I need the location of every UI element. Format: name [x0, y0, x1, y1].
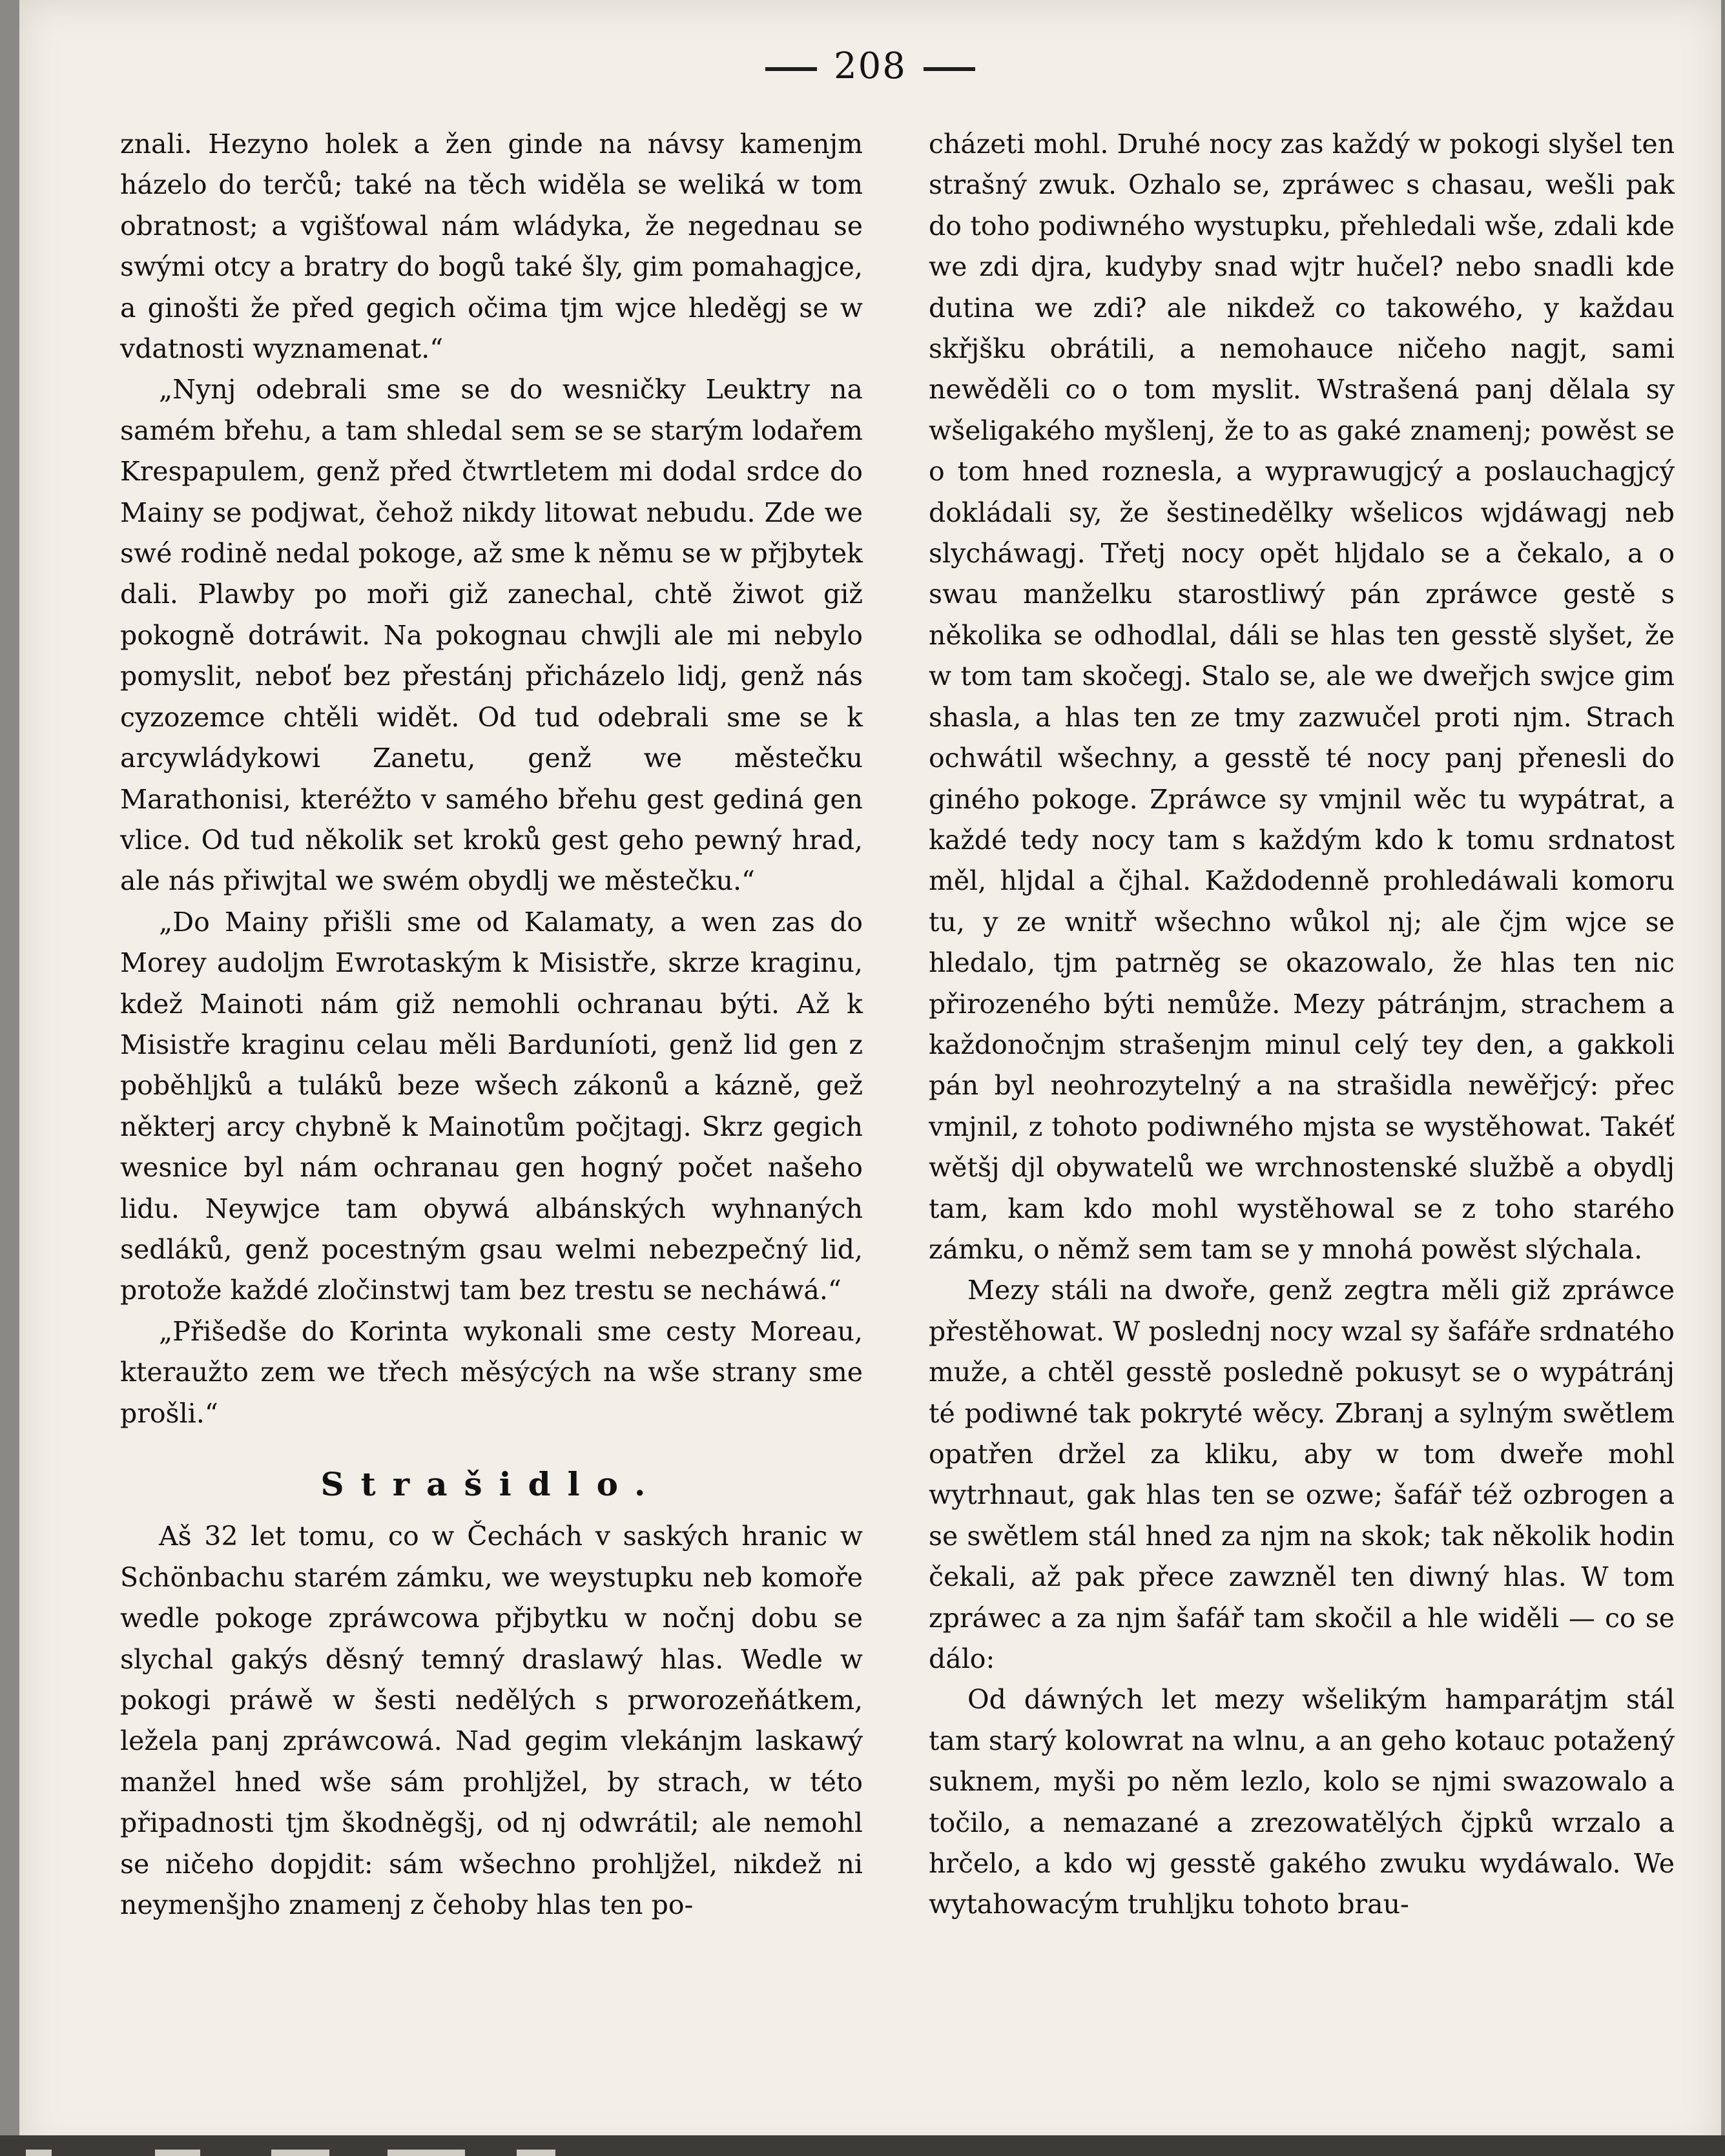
paragraph: „Do Mainy přišli sme od Kalamaty, a wen zas do Morey audoljm Ewrotaským k Misistře, skrze kraginu, kdež Mainoti nám giž nemohli ochranau býti. Až k Misistře kraginu celau měli Barduníoti, genž lid gen z poběhljků a tuláků beze wšech zákonů a kázně, gež některj arcy chybně k Mainotům počjtagj. Skrz gegich wesnice byl nám ochranau gen hogný počet našeho lidu. Neywjce tam obywá albánských wyhnaných sedláků, genž pocestným gsau welmi nebezpečný lid, protože každé zločinstwj tam bez trestu se necháwá.“: [120, 906, 863, 1306]
scan-bottom-marks: [26, 2135, 1705, 2156]
paragraph: cházeti mohl. Druhé nocy zas každý w pokogi slyšel ten strašný zwuk. Ozhalo se, zpráwec s chasau, wešli pak do toho podiwného wystupku, přehledali wše, zdali kde we zdi djra, kudyby snad wjtr hučel? nebo snadli kde dutina we zdi? ale nikdež co takowého, y každau skřjšku obrátili, a nemohauce ničeho nagjt, sami newěděli co o tom myslit. Wstrašená panj dělala sy wšeligakého myšlenj, že to as gaké znamenj; powěst se o tom hned roznesla, a wyprawugjcý a poslauchagjcý dokládali sy, že šestinedělky wšelicos wjdáwagj neb slycháwagj. Třetj nocy opět hljdalo se a čekalo, a o swau manželku starostliwý pán zpráwce gestě s několika se odhodlal, dáli se hlas ten gesstě slyšet, že w tom tam skočegj. Stalo se, ale we dweřjch swjce gim shasla, a hlas ten ze tmy zazwučel proti njm. Strach ochwátil wšechny, a gesstě té nocy panj přenesli do giného pokoge. Zpráwce sy vmjnil wěc tu wypátrat, a každé tedy nocy tam s každým kdo k tomu srdnatost měl, hljdal a čjhal. Každodenně prohledáwali komoru tu, y ze wnitř wšechno wůkol nj; ale čjm wjce se hledalo, tjm patrněg se okazowalo, že hlas ten nic přirozeného býti nemůže. Mezy pátránjm, strachem a každonočnjm strašenjm minul celý tey den, a gakkoli pán byl neohrozytelný a na strašidla newěřjcý: přec vmjnil, z tohoto podiwného mjsta se wystěhowat. Takéť wětšj djl obywatelů we wrchnostenské službě a obydlj tam, kam kdo mohl wystěhowal se z toho starého zámku, o němž sem tam se y mnohá powěst slýchala.: [929, 128, 1675, 1265]
paragraph: Od dáwných let mezy wšelikým hamparátjm stál tam starý kolowrat na wlnu, a an geho kotauc potažený suknem, myši po něm lezlo, kolo se njmi swazowalo a točilo, a nemazané a zrezowatělých čjpků wrzalo a hrčelo, a kdo wj gesstě gakého zwuku wydáwalo. We wytahowacým truhljku tohoto brau-: [929, 1684, 1675, 1920]
header-dash-right: [924, 67, 975, 71]
paragraph: znali. Hezyno holek a žen ginde na návsy kamenjm házelo do terčů; také na těch widěla se weliká w tom obratnost; a vgišťowal nám wládyka, že negednau se swými otcy a bratry do bogů také šly, gim pomahagjce, a ginošti že před gegich očima tjm wjce hleděgj se w vdatnosti wyznamenat.“: [120, 128, 863, 365]
scan-left-edge: [0, 0, 19, 2156]
page-number: 208: [834, 45, 907, 87]
paragraph: „Přišedše do Korinta wykonali sme cesty Moreau, kteraužto zem we třech měsýcých na wše strany sme prošli.“: [120, 1315, 863, 1429]
paragraph: „Nynj odebrali sme se do wesničky Leuktry na samém břehu, a tam shledal sem se se starým lodařem Krespapulem, genž před čtwrtletem mi dodal srdce do Mainy se podjwat, čehož nikdy litowat nebudu. Zde we swé rodině nedal pokoge, až sme k němu se w přjbytek dali. Plawby po moři giž zanechal, chtě žiwot giž pokogně dotráwit. Na pokognau chwjli ale mi nebylo pomyslit, neboť bez přestánj přicházelo lidj, genž nás cyzozemce chtěli widět. Od tud odebrali sme se k arcywládykowi Zanetu, genž we městečku Marathonisi, kteréžto v samého břehu gest gediná gen vlice. Od tud několik set kroků gest geho pewný hrad, ale nás přiwjtal we swém obydlj we městečku.“: [120, 374, 863, 897]
header-dash-left: [765, 67, 817, 71]
paragraph: Aš 32 let tomu, co w Čechách v saských hranic w Schönbachu starém zámku, we weystupku neb komoře wedle pokoge zpráwcowa přjbytku w nočnj dobu se slychal gakýs děsný temný draslawý hlas. Wedle w pokogi práwě w šesti nedělých s prworozeňátkem, ležela panj zpráwcowá. Nad gegim vlekánjm laskawý manžel hned wše sám prohljžel, by strach, w této připadnosti tjm škodněgšj, od nj odwrátil; ale nemohl se ničeho dopjdit: sám wšechno prohljžel, nikdež ni neymenšjho znamenj z čehoby hlas ten po-: [120, 1521, 863, 1921]
page-header: [19, 45, 1721, 87]
paragraph: Mezy stáli na dwoře, genž zegtra měli giž zpráwce přestěhowat. W poslednj nocy wzal sy šafáře srdnatého muže, a chtěl gesstě posledně pokusyt se o wypátránj té podiwné tak pokryté wěcy. Zbranj a sylným swětlem opatřen držel za kliku, aby w tom dweře mohl wytrhnaut, gak hlas ten se ozwe; šafář též ozbrogen a se swětlem stál hned za njm na skok; tak několik hodin čekali, až pak přece zawzněl ten diwný hlas. W tom zpráwec a za njm šafář tam skočil a hle widěli — co se dálo:: [929, 1275, 1675, 1675]
left-column: [120, 124, 863, 1925]
right-column: [929, 124, 1675, 1925]
scan-bottom-edge: [0, 2135, 1725, 2156]
book-page: [19, 0, 1721, 2156]
section-title: Strašidlo.: [320, 1465, 663, 1503]
